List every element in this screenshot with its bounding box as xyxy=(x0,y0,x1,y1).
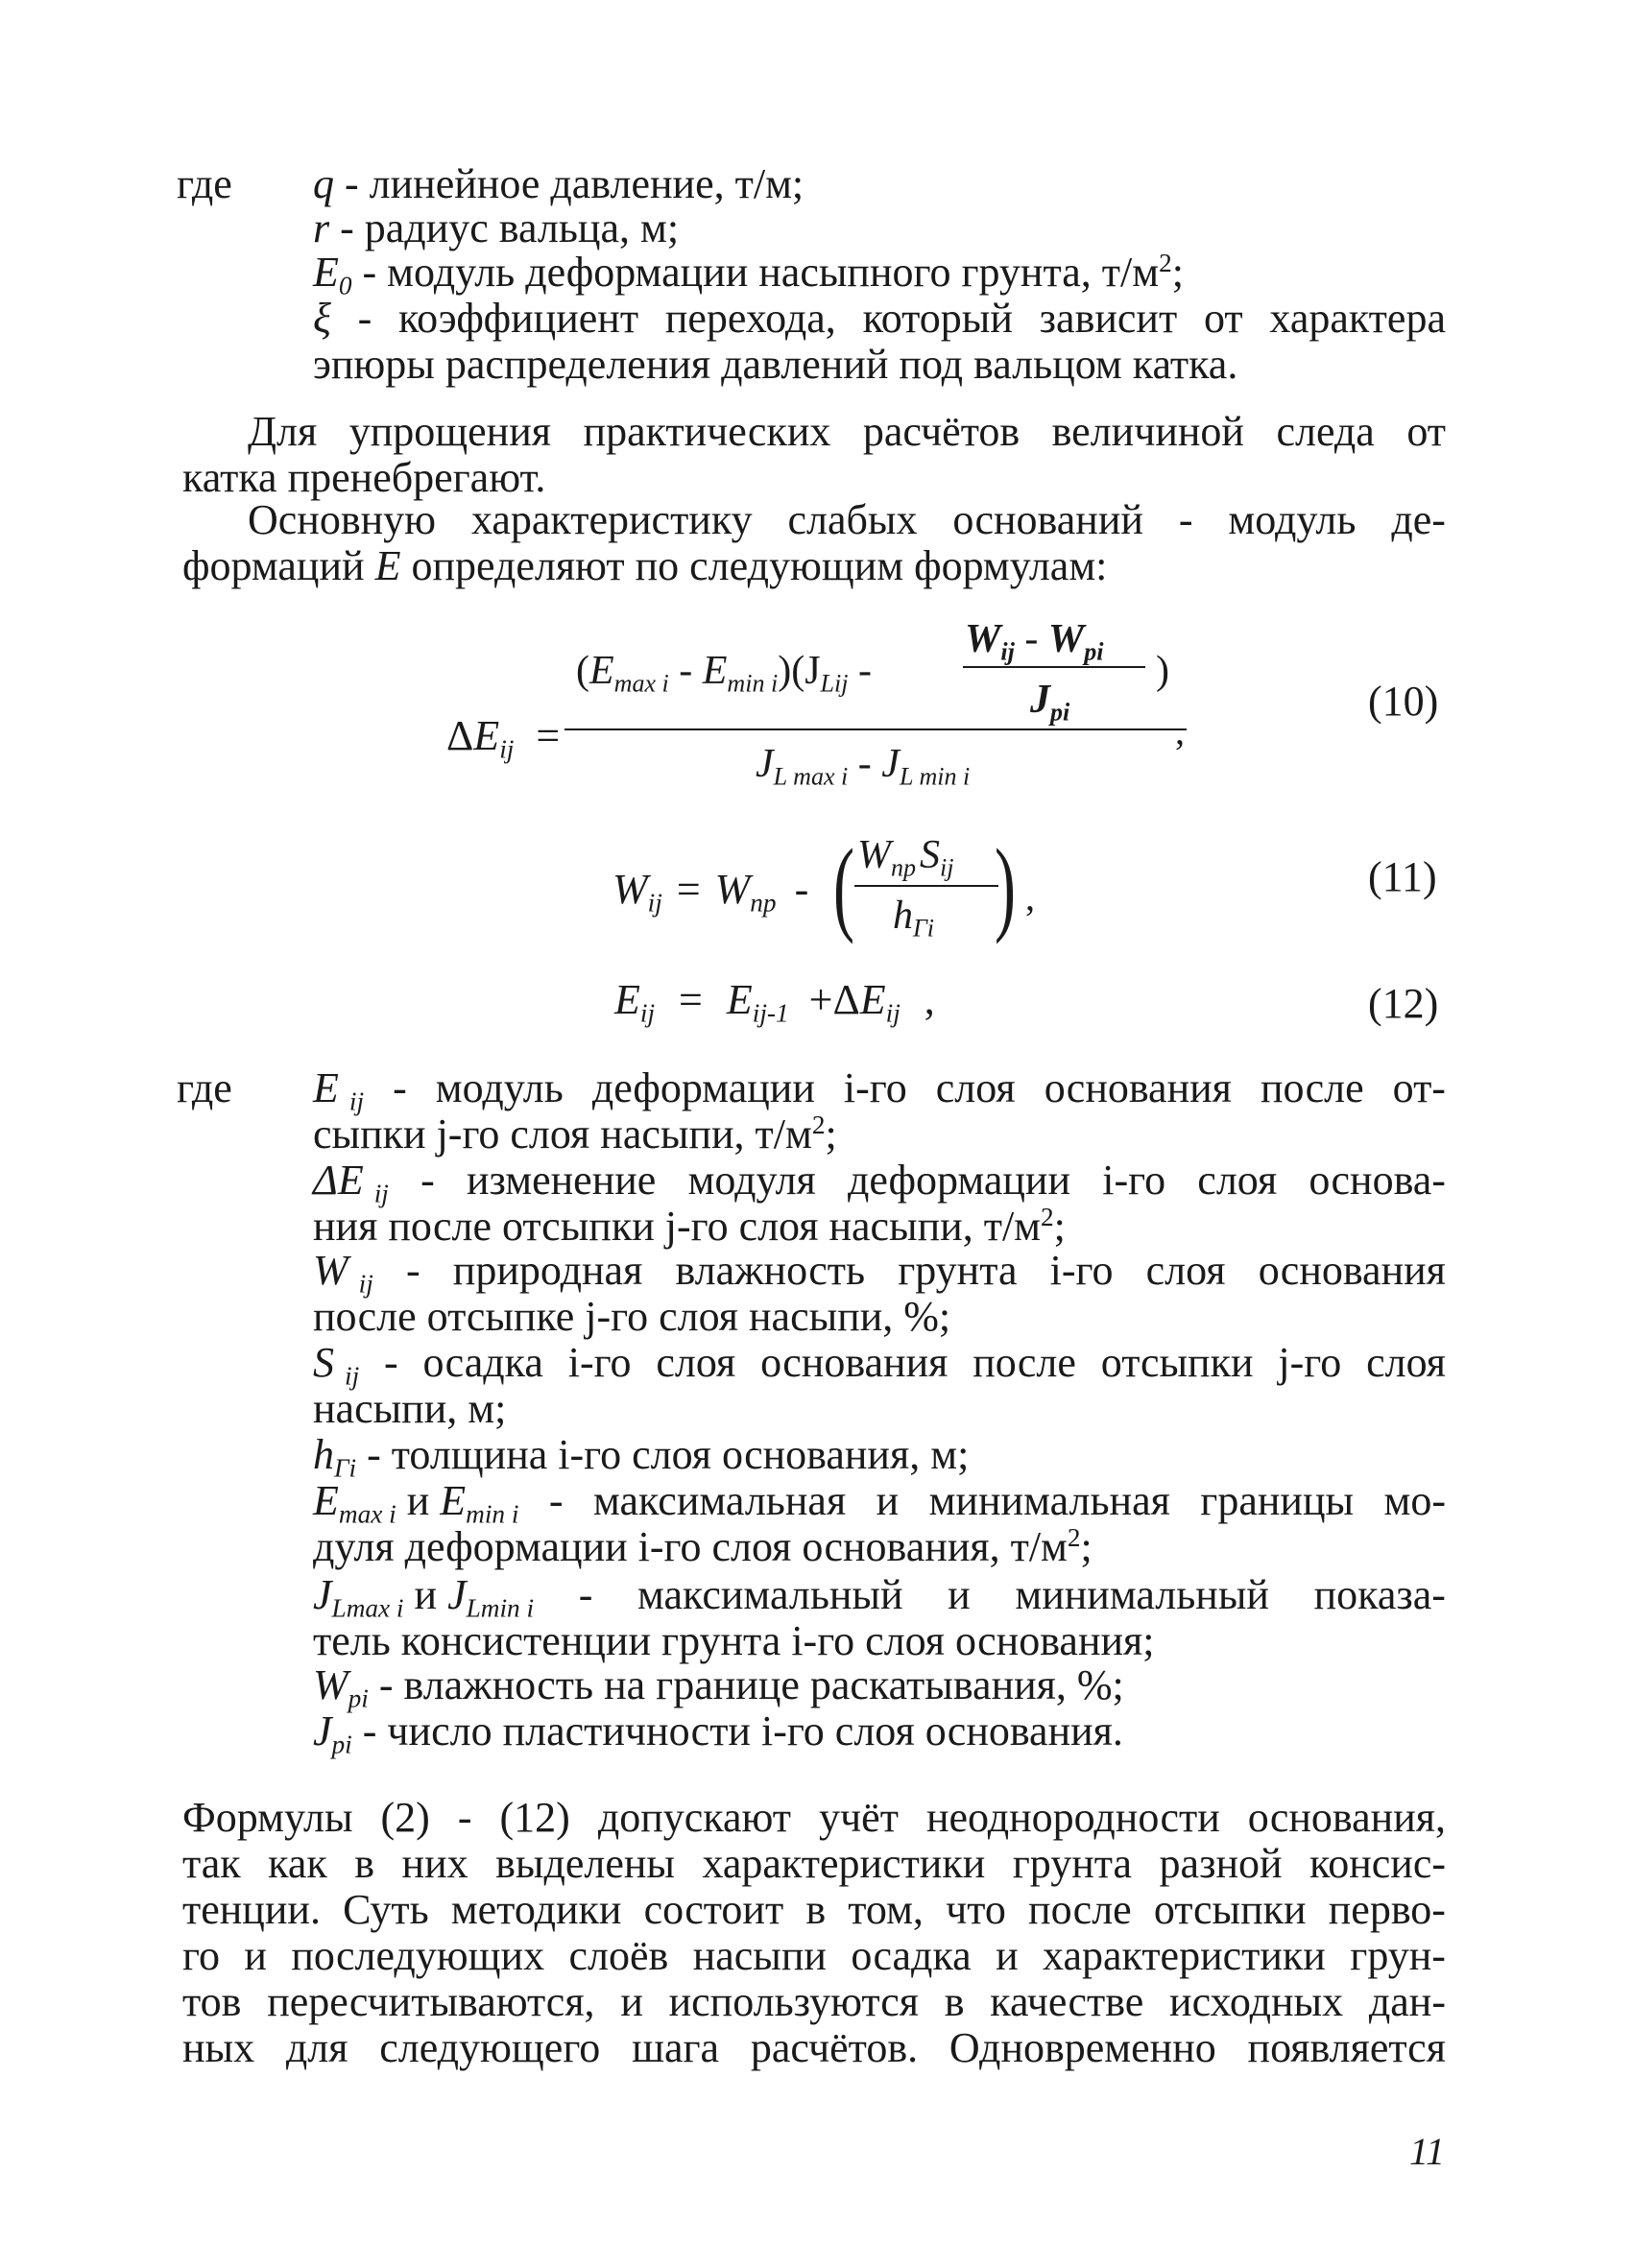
where-label-top: где xyxy=(177,160,232,207)
eq10-comma: , xyxy=(1175,709,1185,752)
def-wij-line1: W $_{ij}$ - природная влажность грунта i-го слоя основания xyxy=(313,1247,1446,1299)
para1-line2: катка пренебрегают. xyxy=(182,454,546,501)
eq11-lhs: $W_{ij} = W_{пр}$ - xyxy=(612,866,809,918)
eq11-number: (11) xyxy=(1368,853,1437,900)
def-eij-line2: сыпки j-го слоя насыпи, $т/м^2$; xyxy=(313,1110,837,1158)
def-eij-line1: E $_{ij}$ - модуль деформации i-го слоя основания после от- xyxy=(313,1064,1446,1116)
eq10-inner-denominator: $J_{pi}$ xyxy=(1030,678,1070,727)
eq10-lhs: $\Delta E_{ij}$ = xyxy=(446,712,561,764)
eq10-main-fraction-bar xyxy=(564,728,1187,730)
def-jlmax-jlmin-line2: тель консистенции грунта i-го слоя основания; xyxy=(313,1617,1155,1664)
def-q: q - линейное давление, т/м; xyxy=(313,160,804,207)
eq10-numerator: $(E_{max i} - E_{min i})(J_{Lij}$ - xyxy=(576,649,872,698)
def-sij-line2: насыпи, м; xyxy=(313,1385,507,1432)
page-number: 11 xyxy=(1409,2130,1446,2173)
def-emax-emin-line1: $E_{max i}$ и $E_{min i}$ - максимальная и минимальная границы мо- xyxy=(313,1477,1446,1529)
eq11-left-paren: ( xyxy=(833,827,854,944)
def-jpi: $J_{pi}$ - число пластичности i-го слоя основания. xyxy=(313,1707,1123,1759)
eq10-number: (10) xyxy=(1368,678,1439,725)
para2-line1: Основную характеристику слабых оснований - модуль де- xyxy=(248,496,1446,543)
def-delta-eij-line2: ния после отсыпки j-го слоя насыпи, $т/м^2$; xyxy=(313,1203,1066,1250)
xi-symbol: ξ xyxy=(313,295,331,342)
def-xi-line1: ξ - коэффициент перехода, который зависит от характера xyxy=(313,295,1446,342)
eq11-right-paren: ) xyxy=(995,827,1016,944)
eq12-number: (12) xyxy=(1368,980,1439,1027)
eq11-fraction-bar xyxy=(854,885,998,887)
def-sij-line1: S $_{ij}$ - осадка i-го слоя основания после отсыпки j-го слоя xyxy=(313,1339,1446,1391)
eq11-comma: , xyxy=(1025,875,1035,919)
eq12-body: $E_{ij} = E_{ij-1} +\Delta E_{ij}$ , xyxy=(614,976,935,1028)
para1-line1: Для упрощения практических расчётов величиной следа от xyxy=(248,408,1446,455)
para2-line2: формаций E определяют по следующим формулам: xyxy=(182,542,1108,589)
eq10-close-paren: ) xyxy=(1156,649,1169,693)
final-para-line6: ных для следующего шага расчётов. Одновременно появляется xyxy=(182,2024,1446,2071)
def-jlmax-jlmin-line1: $J_{Lmax i}$ и $J_{Lmin i}$ - максимальный и минимальный показа- xyxy=(313,1571,1446,1623)
def-wpi: $W_{pi}$ - влажность на границе раскатывания, %; xyxy=(313,1661,1124,1713)
def-emax-emin-line2: дуля деформации i-го слоя основания, $т/м^2$; xyxy=(313,1523,1093,1570)
eq11-numerator: $W_{пр}S_{ij}$ xyxy=(857,833,954,882)
final-para-line4: го и последующих слоёв насыпи осадка и характеристики грун- xyxy=(182,1932,1446,1979)
def-e0: $E_0$ - модуль деформации насыпного грунта, $т/м^2$; xyxy=(313,249,1184,300)
def-xi-line2: эпюры распределения давлений под вальцом катка. xyxy=(313,341,1238,388)
def-r: r - радиус вальца, м; xyxy=(313,204,680,251)
final-para-line1: Формулы (2) - (12) допускают учёт неоднородности основания, xyxy=(182,1794,1446,1841)
eq10-inner-numerator: $W_{ij} - W_{pi}$ xyxy=(965,617,1104,666)
def-delta-eij-line1: ΔE $_{ij}$ - изменение модуля деформации i-го слоя основа- xyxy=(313,1157,1446,1208)
final-para-line2: так как в них выделены характеристики грунта разной консис- xyxy=(182,1840,1446,1887)
final-para-line3: тенции. Суть методики состоит в том, что после отсыпки перво- xyxy=(182,1886,1446,1933)
eq10-inner-fraction-bar xyxy=(963,666,1145,668)
def-hgi: $h_{Гi}$ - толщина i-го слоя основания, м; xyxy=(313,1431,970,1483)
where-label-bottom: где xyxy=(177,1064,232,1111)
eq11-denominator: $h_{Гi}$ xyxy=(893,894,935,943)
final-para-line5: тов пересчитываются, и используются в качестве исходных дан- xyxy=(182,1978,1446,2025)
eq10-denominator: $J_{L max i} - J_{L min i}$ xyxy=(756,742,971,791)
def-wij-line2: после отсыпке j-го слоя насыпи, %; xyxy=(313,1293,951,1340)
